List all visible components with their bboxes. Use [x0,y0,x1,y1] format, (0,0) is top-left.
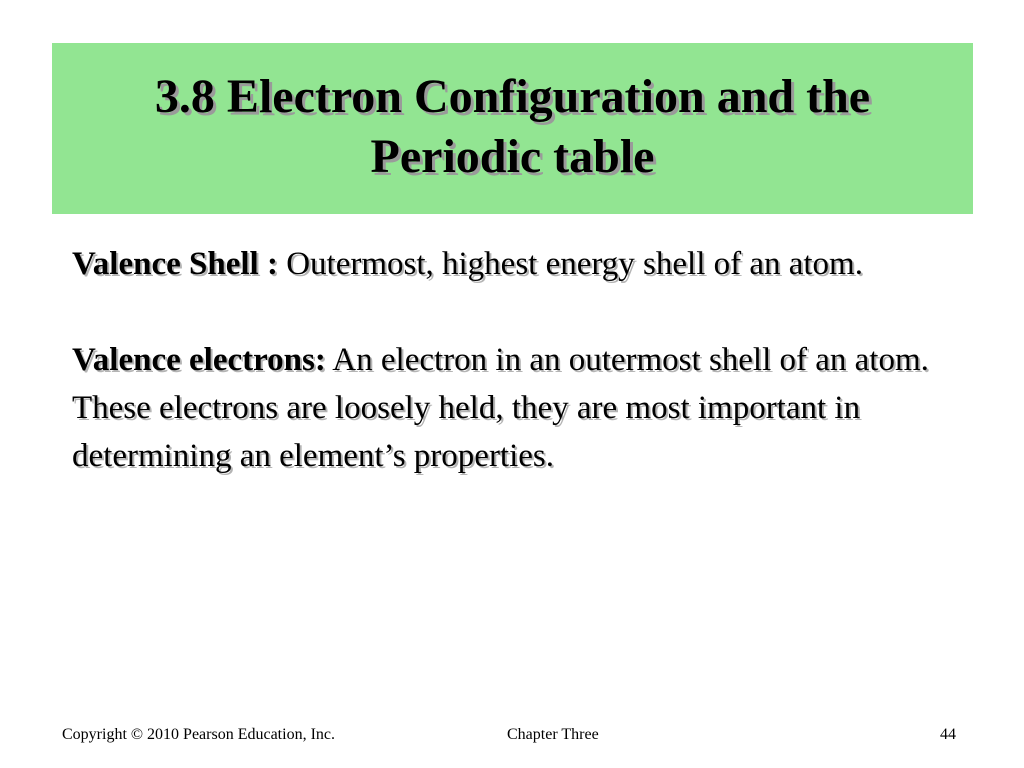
footer-page-number: 44 [940,726,956,743]
footer-chapter: Chapter Three [507,726,599,743]
slide-title [155,67,870,187]
definition-term: Valence Shell : [72,246,278,282]
footer-copyright: Copyright © 2010 Pearson Education, Inc. [62,726,335,743]
slide-title-line-1: 3.8 Electron Configuration and the [154,69,871,123]
definition-text: Outermost, highest energy shell of an atom. [286,246,863,282]
definition-valence-electrons [72,336,972,480]
title-banner [52,43,973,214]
slide-title-line-2: Periodic table [370,129,655,183]
slide-body [72,240,972,480]
definition-text: An electron in an outermost shell of an atom. These electrons are loosely held, they are most important in determining an element’s properties. [72,342,929,474]
definition-term: Valence electrons: [72,342,326,378]
definition-valence-shell [72,240,972,288]
